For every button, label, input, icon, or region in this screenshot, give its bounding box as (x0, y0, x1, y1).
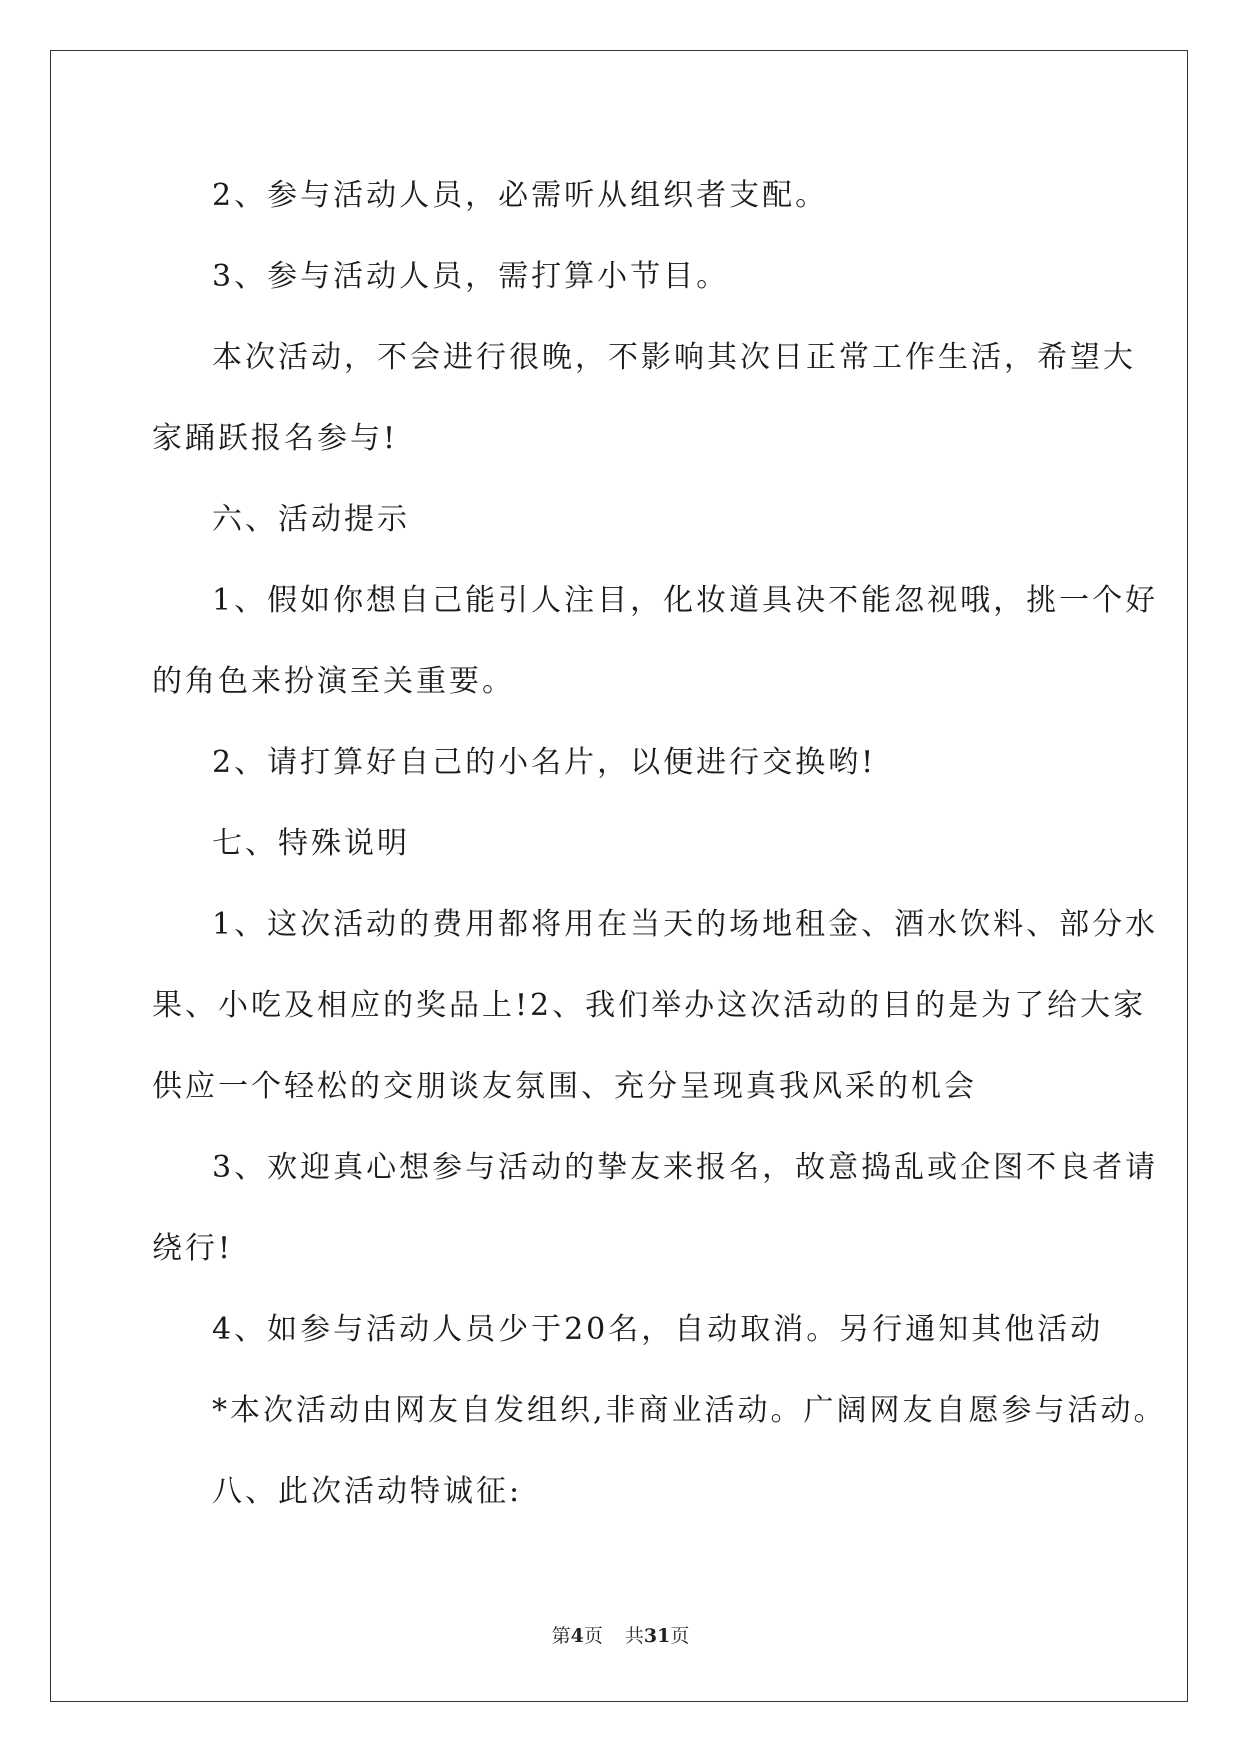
document-body (152, 155, 1167, 1532)
paragraph: *本次活动由网友自发组织,非商业活动。广阔网友自愿参与活动。 (212, 1393, 1167, 1428)
total-label-suffix: 页 (670, 1625, 690, 1647)
paragraph: 本次活动，不会进行很晚，不影响其次日正常工作生活，希望大 (212, 340, 1136, 375)
page-label-suffix: 页 (583, 1625, 603, 1647)
paragraph: 家踊跃报名参与! (152, 421, 399, 456)
paragraph: 4、如参与活动人员少于20名，自动取消。另行通知其他活动 (212, 1312, 1104, 1347)
total-pages: 31 (643, 1625, 671, 1647)
paragraph: 3、欢迎真心想参与活动的挚友来报名，故意捣乱或企图不良者请 (212, 1150, 1159, 1185)
page-number: 4 (570, 1625, 584, 1647)
paragraph: 2、请打算好自己的小名片，以便进行交换哟! (212, 745, 877, 780)
paragraph: 2、参与活动人员，必需听从组织者支配。 (212, 178, 829, 213)
page-footer (0, 1621, 1241, 1648)
paragraph: 的角色来扮演至关重要。 (152, 664, 515, 699)
paragraph: 1、假如你想自己能引人注目，化妆道具决不能忽视哦，挑一个好 (212, 583, 1159, 618)
page-label-prefix: 第 (551, 1625, 571, 1647)
section-heading: 七、特殊说明 (212, 826, 410, 861)
total-label-prefix: 共 (624, 1625, 644, 1647)
paragraph: 供应一个轻松的交朋谈友氛围、充分呈现真我风采的机会 (152, 1069, 977, 1104)
paragraph: 1、这次活动的费用都将用在当天的场地租金、酒水饮料、部分水 (212, 907, 1159, 942)
paragraph: 果、小吃及相应的奖品上!2、我们举办这次活动的目的是为了给大家 (152, 988, 1147, 1023)
section-heading: 六、活动提示 (212, 502, 410, 537)
section-heading: 八、此次活动特诚征: (212, 1474, 523, 1509)
paragraph: 3、参与活动人员，需打算小节目。 (212, 259, 730, 294)
paragraph: 绕行! (152, 1231, 234, 1266)
